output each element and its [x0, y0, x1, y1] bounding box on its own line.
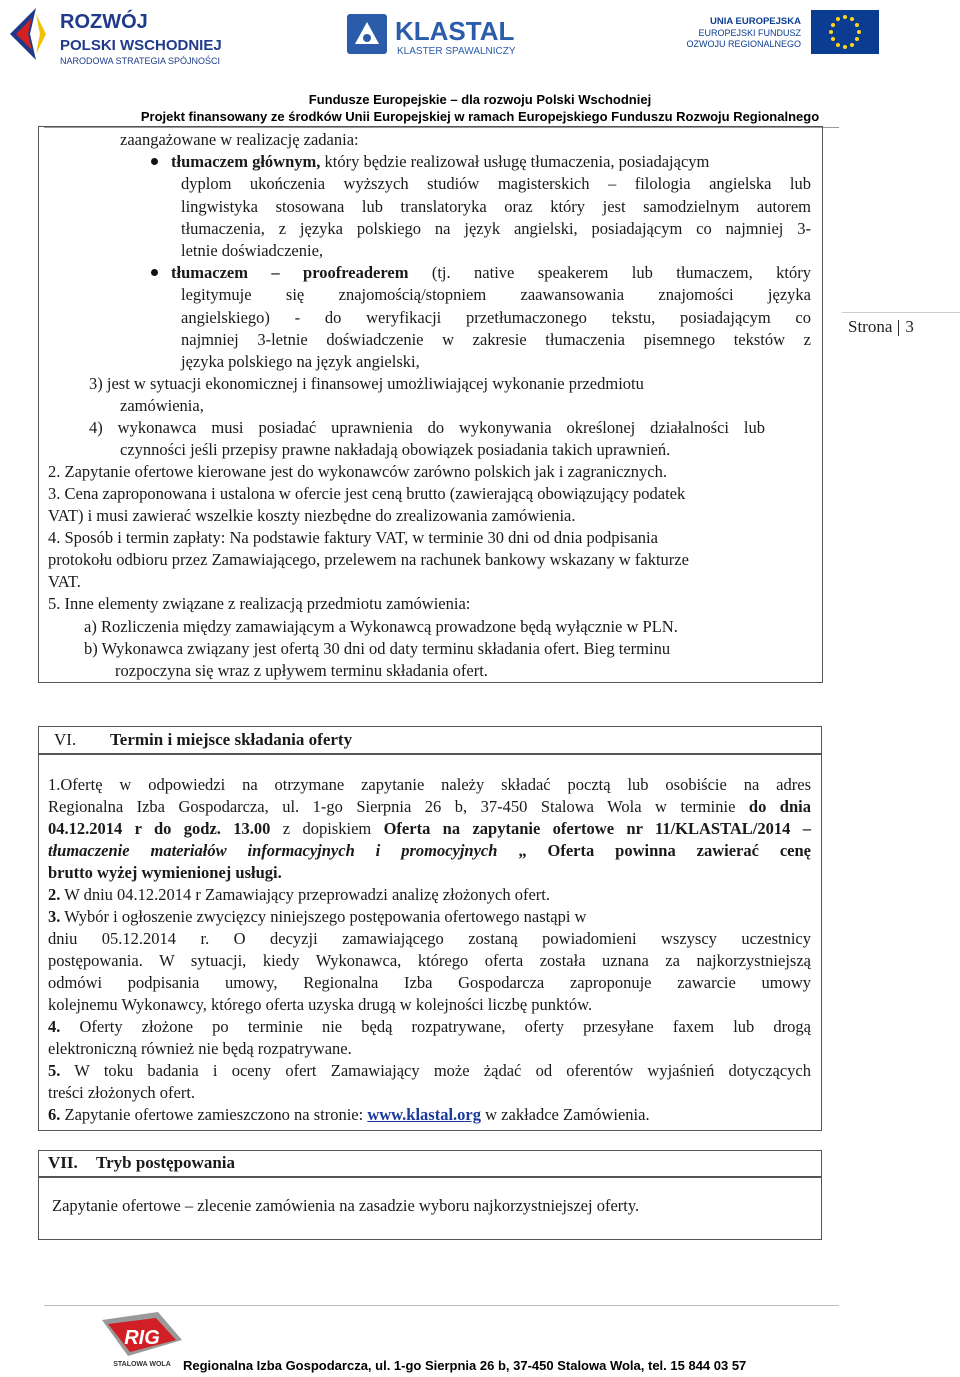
rpw-line1: ROZWÓJ — [60, 11, 148, 33]
s6-p1-line1: 1.Ofertę w odpowiedzi na otrzymane zapytanie należy składać pocztą lub osobiście na adres — [48, 775, 811, 794]
klastal-name: KLASTAL — [395, 16, 515, 46]
klastal-logo — [345, 10, 560, 60]
bullet-icon — [151, 269, 158, 276]
s6-p3-line4: odmówi podpisania umowy, Regionalna Izba Gospodarcza zaproponuje zawarcie umowy — [48, 973, 811, 992]
bullet-icon — [151, 158, 158, 165]
s6-p5-num: 5. — [48, 1061, 61, 1080]
klastal-website-link[interactable]: www.klastal.org — [367, 1105, 481, 1124]
conditions-line-22: 5. Inne elementy związane z realizacją przedmiotu zamówienia: — [48, 594, 471, 613]
s6-p3-line2: dniu 05.12.2014 r. O decyzji zamawiającego zostaną powiadomieni wszyscy uczestnicy — [48, 929, 811, 948]
conditions-line-8: legitymuje się znajomością/stopniem zaawansowania znajomości języka — [181, 285, 811, 304]
s6-p4-line1 — [48, 1016, 811, 1038]
s6-p2-num: 2. — [48, 885, 61, 904]
s6-p4-text: Oferty złożone po terminie nie będą rozpatrywane, oferty przesyłane faxem lub drogą — [60, 1017, 811, 1036]
page-label-separator — [898, 320, 899, 336]
section-6-title: Termin i miejsce składania oferty — [110, 730, 353, 749]
conditions-line-25: rozpoczyna się wraz z upływem terminu składania ofert. — [115, 661, 488, 680]
conditions-line-6: letnie doświadczenie, — [181, 241, 324, 260]
proofreader-text: (tj. native speakerem lub tłumaczem, który — [408, 263, 811, 282]
s6-p6-text-end: w zakładce Zamówienia. — [481, 1105, 650, 1124]
s6-p2-text: W dniu 04.12.2014 r Zamawiający przeprowadzi analizę złożonych ofert. — [60, 885, 550, 904]
s6-p1-deadline-label: do dnia — [748, 797, 811, 816]
rpw-line2: POLSKI WSCHODNIEJ — [60, 37, 222, 54]
s6-p4-num: 4. — [48, 1017, 61, 1036]
conditions-line-4: lingwistyka stosowana lub translatoryka oraz który jest samodzielnym autorem — [181, 197, 811, 216]
s6-p3-num: 3. — [48, 907, 61, 926]
conditions-line-19: 4. Sposób i termin zapłaty: Na podstawie faktury VAT, w terminie 30 dni od dnia podpisania — [48, 528, 658, 547]
section-7-text: Zapytanie ofertowe – zlecenie zamówienia na zasadzie wyboru najkorzystniejszej oferty. — [52, 1196, 640, 1215]
s6-p1-subject: tłumaczenie materiałów informacyjnych i promocyjnych — [48, 841, 498, 860]
klastal-sub: KLASTER SPAWALNICZY — [397, 46, 516, 57]
conditions-line-13: zamówienia, — [120, 396, 204, 415]
s6-p6-text: Zapytanie ofertowe zamieszczono na stronie: — [60, 1105, 368, 1124]
s6-p4-line2: elektroniczną również nie będą rozpatrywane. — [48, 1039, 352, 1058]
conditions-line-18: VAT) i musi zawierać wszelkie koszty niezbędne do zrealizowania zamówienia. — [48, 506, 576, 525]
conditions-line-11: języka polskiego na język angielski, — [181, 352, 420, 371]
rpw-line3: NARODOWA STRATEGIA SPÓJNOŚCI — [60, 56, 221, 66]
conditions-line-23: a) Rozliczenia między zamawiającym a Wykonawcą prowadzone będą wyłącznie w PLN. — [84, 617, 678, 636]
conditions-line-20: protokołu odbioru przez Zamawiającego, przelewem na rachunek bankowy wskazany w fakturze — [48, 550, 689, 569]
ue-line1: UNIA EUROPEJSKA — [710, 16, 801, 27]
s6-p6-num: 6. — [48, 1105, 61, 1124]
conditions-line-15: czynności jeśli przepisy prawne nakładają obowiązek posiadania takich uprawnień. — [120, 440, 671, 459]
conditions-line-10: najmniej 3-letnie doświadczenie w zakresie tłumaczenia pisemnego tekstów z — [181, 330, 811, 349]
footer-address: Regionalna Izba Gospodarcza, ul. 1-go Sierpnia 26 b, 37-450 Stalowa Wola, tel. 15 844 03 57 — [183, 1358, 747, 1373]
conditions-line-21: VAT. — [48, 572, 81, 591]
s6-p3-line5: kolejnemu Wykonawcy, którego oferta uzyska drugą w kolejności liczbę punktów. — [48, 995, 593, 1014]
s6-p1-deadline: 04.12.2014 r do godz. 13.00 — [48, 819, 271, 838]
s6-p3-line1 — [48, 906, 586, 928]
conditions-line-16: 2. Zapytanie ofertowe kierowane jest do wykonawców zarówno polskich jak i zagranicznych. — [48, 462, 667, 481]
proofreader-label: tłumaczem – proofreaderem — [171, 263, 409, 282]
main-translator-text: który będzie realizował usługę tłumaczenia, posiadającym — [320, 152, 710, 171]
s6-p2 — [48, 884, 550, 906]
rig-logo-text: RIG — [124, 1327, 160, 1349]
ue-line2: EUROPEJSKI FUNDUSZ — [698, 28, 801, 38]
conditions-line-5: tłumaczenia, z języka polskiego na język angielski, posiadającym co najmniej 3- — [181, 219, 811, 238]
s6-p5-line2: treści złożonych ofert. — [48, 1083, 196, 1102]
page-label-text: Strona — [848, 317, 893, 336]
rig-logo — [98, 1310, 186, 1370]
s6-p1-line3 — [48, 818, 811, 840]
ue-line3: ROZWOJU REGIONALNEGO — [686, 39, 801, 49]
bullet-item-main-translator — [171, 151, 709, 173]
bullet-item-proofreader — [171, 262, 811, 284]
s6-p5-text: W toku badania i oceny ofert Zamawiający może żądać od oferentów wyjaśnień dotyczących — [60, 1061, 811, 1080]
s6-p1-offer-ref: Oferta na zapytanie ofertowe nr 11/KLASTAL/2014 – — [383, 819, 811, 838]
conditions-line-1: zaangażowane w realizację zadania: — [120, 130, 359, 149]
s6-p1-with-note: z dopiskiem — [270, 819, 384, 838]
s6-p5-line1 — [48, 1060, 811, 1082]
section-7-title: Tryb postępowania — [96, 1153, 236, 1172]
section-6-number: VI. — [54, 730, 77, 749]
unia-europejska-logo — [686, 8, 881, 58]
page-number: 3 — [905, 317, 914, 336]
page-number-label — [848, 317, 914, 337]
s6-p3-line3: postępowania. W sytuacji, kiedy Wykonawca, którego oferta została uznana za najkorzystniejszą — [48, 951, 811, 970]
s6-p1-line4 — [48, 840, 811, 862]
conditions-line-9: angielskiego) - do weryfikacji przetłumaczonego tekstu, posiadającym co — [181, 308, 811, 327]
s6-p1-line5: brutto wyżej wymienionej usługi. — [48, 863, 282, 882]
s6-p3-text: Wybór i ogłoszenie zwycięzcy niniejszego postępowania ofertowego nastąpi w — [60, 907, 587, 926]
section-7-number: VII. — [48, 1153, 78, 1172]
main-translator-label: tłumaczem głównym, — [171, 152, 321, 171]
conditions-line-17: 3. Cena zaproponowana i ustalona w ofercie jest ceną brutto (zawierającą obowiązujący podatek — [48, 484, 686, 503]
rig-logo-sub: STALOWA WOLA — [113, 1361, 171, 1368]
conditions-line-3: dyplom ukończenia wyższych studiów magisterskich – filologia angielska lub — [181, 174, 811, 193]
s6-p1-address: Regionalna Izba Gospodarcza, ul. 1-go Sierpnia 26 b, 37-450 Stalowa Wola w terminie — [48, 797, 749, 816]
rozwoj-polski-wschodniej-logo — [6, 4, 246, 68]
conditions-line-12: 3) jest w sytuacji ekonomicznej i finansowej umożliwiającej wykonanie przedmiotu — [89, 374, 644, 393]
page-label-divider — [842, 312, 960, 313]
footer-divider — [44, 1305, 839, 1306]
conditions-line-24: b) Wykonawca związany jest ofertą 30 dni od daty terminu składania ofert. Bieg terminu — [84, 639, 671, 658]
conditions-line-14: 4) wykonawca musi posiadać uprawnienia do wykonywania określonej działalności lub — [89, 418, 765, 437]
s6-p6 — [48, 1104, 650, 1126]
funds-line-2: Projekt finansowany ze środków Unii Europejskiej w ramach Europejskiego Funduszu Rozwoju Regionalnego — [140, 109, 820, 124]
funds-line-1: Fundusze Europejskie – dla rozwoju Polski Wschodniej — [308, 92, 652, 107]
s6-p1-offer-price: „ Oferta powinna zawierać cenę — [497, 841, 811, 860]
s6-p1-line2 — [48, 796, 811, 818]
